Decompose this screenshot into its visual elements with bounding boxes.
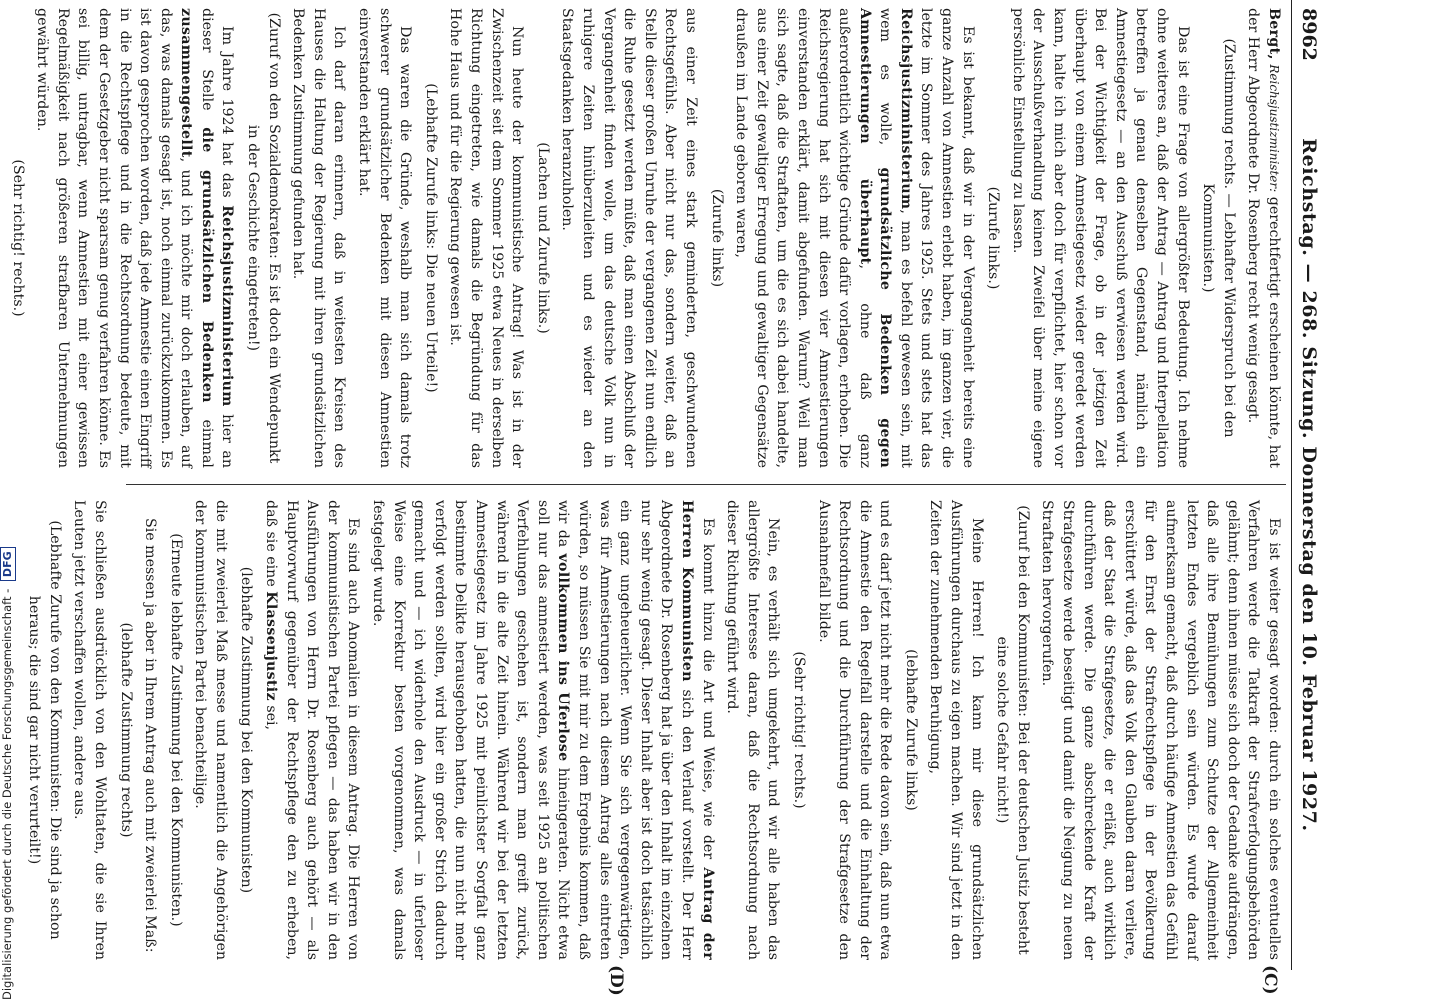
paragraph: Sie schließen ausdrücklich von den Wohltaten, die sie Ihren Leuten jetzt verschaffen wollen, andere aus. (71, 500, 108, 960)
interjection: (Lachen und Zurufe links.) (534, 142, 551, 334)
rotated-page (9, 0, 1326, 996)
interjection: (Sehr richtig! rechts.) (9, 159, 26, 317)
paragraph: Meine Herren! Ich kann mir diese grundsätzlichen Ausführungen durchaus zu eigen machen. Wir sind jetzt in den Zeiten der zunehmenden Beruhigung, (927, 500, 985, 960)
paragraph: Nun heute der kommunistische Antrag! Was ist in der Zwischenzeit seit dem Sommer 1925 etwa Neues in derselben Richtung eingetreten, wie damals die Begründung für das Hohe Haus und für die Regierung gewesen ist. (447, 8, 526, 468)
column-divider (126, 484, 1286, 485)
paragraph: Das ist eine Frage von allergrößter Bedeutung. Ich nehme ohne weiteres an, daß der Antrag — Antrag und Interpellation betreffen ja genau denselben Gegenstand, nämlich ein Amnestiegesetz — an den Ausschuß verwiesen werden wird. Bei der Wichtigkeit der Frage, ob in der jetzigen Zeit überhaupt von einem Amnestiegesetz wieder geredet werden kann, halte ich mich aber doch für verpflichtet, hier schon vor der Ausschußverhandlung keinen Zweifel über meine eigene persönliche Einstellung zu lassen. (1009, 8, 1191, 468)
margin-mark-c: (C) (1260, 965, 1280, 995)
credit-text: Digitalisierung gefördert durch die Deutsche Forschungsgemeinschaft - (0, 588, 14, 1000)
interjection: (lebhafte Zustimmung bei den Kommunisten) (238, 566, 255, 894)
page-number: 8962 (1298, 8, 1320, 61)
paragraph: Es ist weiter gesagt worden: durch ein solches eventuelles Verfahren werde die Tatkraft der Strafverfolgungsbehörden gelähmt; denn ihnen müsse sich doch der Gedanke aufdrängen, daß alle ihre Bemühungen zum Schutze der Allgemeinheit letzten Endes vergeblich sein würden. Es wurde darauf aufmerksam gemacht, daß durch häufige Amnestien das Gefühl für den Ernst der Strafrechtspflege in der Bevölkerung erschüttert würde, daß das Volk den Glauben daran verliere, daß der Staat die Strafgesetze, die er erläßt, auch wirklich durchführen werde. Die ganze abschreckende Kraft der Strafgesetze werde beseitigt und damit die Neigung zu neuen Straftaten hervorgerufen. (1039, 500, 1282, 960)
dfg-logo: DFG (0, 547, 16, 581)
digitization-credit (0, 0, 16, 1000)
interjection: (Zurufe links.) (985, 186, 1002, 290)
paragraph: Das waren die Gründe, weshalb man sich damals trotz schwerer grundsätzlicher Bedenken mit diesen Amnestien einverstanden erklärt hat. (356, 8, 414, 468)
interjection: (Zuruf von den Sozialdemokraten: Es ist doch ein Wendepunkt in der Geschichte eingetreten!) (245, 12, 282, 464)
paragraph: die mit zweierlei Maß messe und namentlich die Angehörigen der kommunistischen Partei benachteilige. (192, 500, 229, 960)
paragraph: Nein, es verhält sich umgekehrt, und wir alle haben das allergrößte Interesse daran, daß die Rechtsordnung nach dieser Richtung geführt wird. (724, 500, 782, 960)
speaker-name: Bergt, (1266, 8, 1282, 60)
interjection: (lebhafte Zustimmung rechts) (117, 622, 134, 838)
paragraph: Ich darf daran erinnern, daß in weitesten Kreisen des Hauses die Haltung der Regierung mit ihren grundsätzlichen Bedenken Zustimmung gefunden hat. (290, 8, 348, 468)
paragraph: Es sind auch Anomalien in diesem Antrag. Die Herren von der kommunistischen Partei pflegen — das haben wir in den Ausführungen von Herrn Dr. Rosenberg auch gehört — als Hauptvorwurf gegenüber der Rechtspflege den zu erheben, daß sie eine Klassenjustiz sei, (263, 500, 362, 960)
margin-mark-d: (D) (606, 965, 626, 996)
interjection: (Zustimmung rechts. — Lebhafter Widerspruch bei den Kommunisten.) (1200, 38, 1237, 438)
interjection: (Lebhafte Zurufe von den Kommunisten: Die sind ja schon heraus; die sind gar nicht verurteilt!) (26, 520, 63, 940)
page-header (1291, 0, 1326, 970)
interjection: (Sehr richtig! rechts.) (790, 651, 807, 809)
speaker-role: Reichsjustizminister: (1267, 64, 1281, 193)
interjection: (Erneute lebhafte Zustimmung bei den Kommunisten.) (167, 533, 184, 927)
paragraph: und es darf jetzt nicht mehr die Rede davon sein, daß nun etwa die Amnestie den Regelfall darstelle und die Einhaltung der Rechtsordnung und die Durchführung der Strafgesetze den Ausnahmefall bilde. (815, 500, 894, 960)
paragraph: Im Jahre 1924 hat das Reichsjustizministerium hier an dieser Stelle die grundsätzlichen Bedenken einmal zusammengestellt, und ich möchte mir doch erlauben, auf das, was damals gesagt ist, noch einmal zurückzukommen. Es ist davon gesprochen worden, daß jede Amnestie einen Eingriff in die Rechtspflege und in die Rechtsordnung bedeute, mit dem der Gesetzgeber nicht sparsam genug verfahren könne. Es sei billig, untragbar, wenn Amnestien mit einer gewissen Regelmäßigkeit nach größeren strafbaren Unternehmungen gewährt würden. (34, 8, 236, 468)
left-column (2, 8, 1284, 468)
interjection: (Zuruf bei den Kommunisten: Bei der deutschen Justiz besteht eine solche Gefahr nicht!) (994, 505, 1031, 955)
interjection: (Lebhafte Zurufe links: Die neuen Urteile!) (422, 83, 439, 393)
paragraph: Es kommt hinzu die Art und Weise, wie der Antrag der Herren Kommunisten sich den Verlauf vorstellt. Der Herr Abgeordnete Dr. Rosenberg hat ja über den Inhalt im einzelnen nur sehr wenig gesagt. Dieser Inhalt aber ist doch tatsächlich ein ganz ungeheuerlicher. Wenn Sie sich vergegenwärtigen, was für Amnestierungen nach diesem Antrag alles eintreten würden, so müssen Sie mit mir zu dem Ergebnis kommen, daß wir da vollkommen ins Uferlose hineingeraten. Nicht etwa soll nur das amnestiert werden, was seit 1925 an politischen Verfehlungen geschehen ist, sondern man greift zurück, während in die alte Zeit hinein. Während wir bei der letzten Amnestiegesetz im Jahre 1925 mit peinlichster Sorgfalt ganz bestimmte Delikte herausgehoben hatten, die nun nicht mehr verfolgt werden sollten, wird hier ein großer Strich dadurch gemacht und — ich widerhole den Ausdruck — in uferloser Weise eine Korrektur besten vorgenommen, was damals festgelegt wurde. (370, 500, 716, 961)
page-title: Reichstag. — 268. Sitzung. Donnerstag den 10. Februar 1927. (1298, 138, 1320, 832)
paragraph: aus einer Zeit eines stark geminderten, geschwundenen Rechtsgefühls. Aber nicht nur das, sondern weiter, daß an Stelle dieser großen Unruhe der vergangenen Zeit nun endlich die Ruhe gesetzt werden müßte, daß man einen Abschluß der Vergangenheit finden wolle, um das deutsche Volk nun in ruhigere Zeiten hinüberzuleiten und es wieder an den Staatsgedanken heranzuholen. (559, 8, 699, 468)
right-column (19, 500, 1284, 960)
paragraph: Sie messen ja aber in Ihrem Antrag auch mit zweierlei Maß: (142, 518, 159, 953)
interjection: (Zurufe links) (708, 188, 725, 288)
paragraph: Bergt, Reichsjustizminister: gerechtfertigt erscheinen könnte, hat der Herr Abgeordnete Dr. Rosenberg recht wenig gesagt. (1245, 8, 1282, 469)
paragraph: Es ist bekannt, daß wir in der Vergangenheit bereits eine ganze Anzahl von Amnestien erlebt haben, im ganzen vier, die letzte im Sommer des Jahres 1925. Stets und stets hat das Reichsjustizministerium, man es befehl gewesen sein, mit wem es wolle, grundsätzliche Bedenken gegen Amnestierungen überhaupt, ohne daß ganz außerordentlich wichtige Gründe dafür vorlagen, erhoben. Die Reichsregierung hat sich mit diesen vier Amnestierungen einverstanden erklärt, damit abgefunden. Warum? Weil man sich sagte, daß die Straftaten, um die es sich dabei handelte, aus einer Zeit gewaltiger Erregung und gewaltiger Gegensätze draußen im Lande geboren waren, (733, 8, 976, 469)
interjection: (lebhafte Zurufe links) (902, 649, 919, 811)
